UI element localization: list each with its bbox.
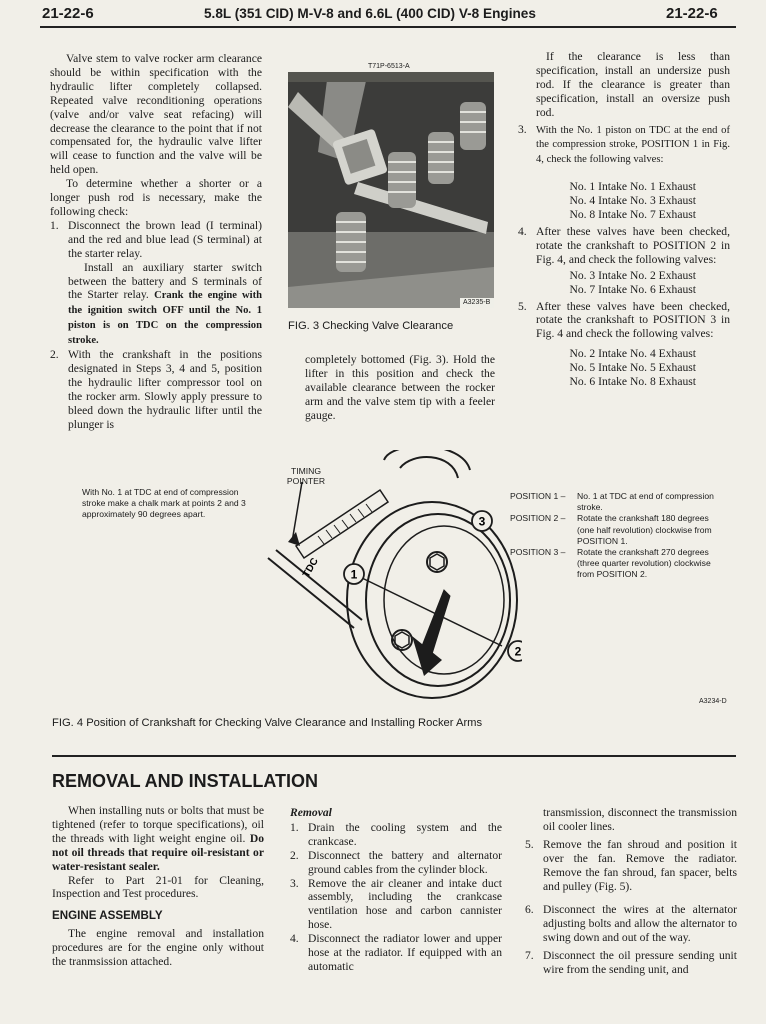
position-3 — [510, 547, 724, 581]
step-1-sub — [68, 261, 262, 348]
timing-scale — [296, 490, 388, 558]
col1-top-text — [50, 52, 262, 431]
step-1 — [50, 219, 262, 348]
page-number-right: 21-22-6 — [666, 5, 718, 22]
position-label: POSITION 2 – — [510, 513, 566, 524]
fig3-part-number: T71P-6513-A — [368, 63, 410, 70]
intro-paragraph: Valve stem to valve rocker arm clearance should be within specification with the hydraulic lifter completely collapsed. Repeated valve reconditioning operations (valve and/or valve seat refacing) will decrease the clearance to the point that if not compensated for, the hydraulic valve lifter will cease to function and the valve will be held open. — [50, 52, 262, 177]
valve-line: No. 5 Intake No. 5 Exhaust — [569, 361, 696, 375]
timing-pointer-label: TIMING POINTER — [286, 466, 326, 486]
pointer-leader — [292, 482, 302, 542]
removal-steps-continued — [525, 838, 737, 977]
valve-clearance-photo — [288, 72, 494, 308]
fig3-caption: FIG. 3 Checking Valve Clearance — [288, 320, 454, 332]
step-text: Disconnect the wires at the alternator adjusting bolts and allow the alternator to swing down and out of the way. — [543, 903, 737, 945]
step-number: 3. — [290, 876, 299, 890]
svg-text:1: 1 — [350, 567, 358, 582]
step-number: 6. — [525, 903, 534, 917]
removal-step — [525, 903, 737, 945]
header-rule — [40, 26, 736, 28]
svg-text:3: 3 — [478, 514, 486, 529]
fig4-caption: FIG. 4 Position of Crankshaft for Checking Valve Clearance and Installing Rocker Arms — [52, 717, 483, 729]
step-text: Disconnect the oil pressure sending unit wire from the sending unit, and — [543, 949, 737, 977]
removal-step — [290, 821, 502, 849]
step-number: 1. — [50, 218, 59, 232]
page-title: 5.8L (351 CID) M-V-8 and 6.6L (400 CID) V-8 Engines — [204, 6, 536, 21]
engine-assembly-paragraph: The engine removal and installation procedures are for the engine only without the tranmsission attached. — [52, 927, 264, 969]
step-number: 4. — [290, 932, 299, 946]
removal-step — [290, 849, 502, 877]
step-text: After these valves have been checked, rotate the crankshaft to POSITION 2 in Fig. 4, and check the following valves: — [536, 224, 730, 266]
push-rod-paragraph: If the clearance is less than specification, install an undersize push rod. If the clearance is greater than specification, install an oversize push rod. — [536, 50, 730, 119]
valve-line: No. 4 Intake No. 3 Exhaust — [569, 194, 696, 208]
position-label: POSITION 3 – — [510, 547, 566, 558]
position-text: Rotate the crankshaft 180 degrees (one half revolution) clockwise from POSITION 1. — [577, 513, 712, 546]
transmission-continuation: transmission, disconnect the transmission oil cooler lines. — [543, 806, 737, 833]
step-1-sub-warning: Crank the engine with the ignition switch OFF until the No. 1 piston is on TDC on the compression stroke. — [68, 290, 262, 347]
position-text: No. 1 at TDC at end of compression stroke. — [577, 491, 714, 513]
section-heading: REMOVAL AND INSTALLATION — [52, 771, 318, 791]
step-text: Disconnect the battery and alternator ground cables from the cylinder block. — [308, 848, 502, 876]
step-3-valves — [536, 180, 730, 222]
step-text: Remove the fan shroud and position it over the fan. Remove the radiator. Remove the fan shroud, fan spacer, belts and pulley (Fig. 5). — [543, 837, 737, 893]
removal-step — [290, 877, 502, 933]
step-text: Disconnect the brown lead (I terminal) and the red and blue lead (S terminal) at the starter relay. — [68, 218, 262, 260]
valve-steps — [518, 123, 730, 389]
rotation-arrow — [422, 590, 450, 654]
step-number: 5. — [525, 837, 534, 851]
col1-bottom-text — [52, 804, 264, 969]
torque-warning: Do not oil threads that require oil-resistant or water-resistant sealer. — [52, 831, 264, 873]
valve-line: No. 2 Intake No. 4 Exhaust — [569, 347, 696, 361]
valve-line: No. 6 Intake No. 8 Exhaust — [569, 375, 696, 389]
position-text: Rotate the crankshaft 270 degrees (three quarter revolution) clockwise from POSITION 2. — [577, 547, 711, 580]
step-number: 2. — [50, 348, 59, 362]
refer-paragraph: Refer to Part 21-01 for Cleaning, Inspection and Test procedures. — [52, 873, 264, 901]
mark-3 — [472, 511, 492, 531]
step-1-sub-plain: Install an auxiliary starter switch between the battery and S terminals of the Starter relay. — [68, 260, 262, 302]
col2-bottom-text — [290, 806, 502, 974]
torque-paragraph — [52, 804, 264, 874]
removal-heading: Removal — [290, 806, 332, 819]
valve-line: No. 7 Intake No. 6 Exhaust — [569, 282, 696, 296]
removal-steps — [290, 821, 502, 974]
svg-text:2: 2 — [514, 644, 522, 659]
fig3-photo-code: A3235-B — [463, 299, 491, 306]
check-steps — [50, 219, 262, 432]
step-text: Remove the air cleaner and intake duct assembly, including the crankcase ventilation hose and carbon cannister hose. — [308, 876, 502, 932]
step-text: Disconnect the radiator lower and upper hose at the radiator. If equipped with an automatic — [308, 932, 502, 973]
section-rule — [52, 755, 736, 757]
removal-step — [525, 838, 737, 894]
step-4-valves — [536, 269, 730, 297]
col3-top-text — [518, 50, 730, 389]
torque-plain: When installing nuts or bolts that must be tightened (refer to torque specifications), oil the threads with light weight engine oil. — [52, 804, 264, 845]
crankshaft-pulley-diagram — [262, 450, 522, 700]
valve-line: No. 1 Intake No. 1 Exhaust — [569, 180, 696, 194]
col3-bottom-text — [525, 806, 737, 977]
step-number: 1. — [290, 820, 299, 834]
step-5-valves — [536, 347, 730, 389]
removal-step — [525, 949, 737, 977]
check-paragraph: To determine whether a shorter or a longer push rod is necessary, make the following check: — [50, 177, 262, 218]
step-text: After these valves have been checked, rotate the crankshaft to POSITION 3 in Fig. 4 and check the following valves: — [536, 299, 730, 341]
step-2 — [50, 348, 262, 431]
tdc-label: TDC — [301, 556, 321, 580]
belt-arc-inner — [400, 457, 458, 478]
step-number: 7. — [525, 949, 534, 963]
mark-2 — [508, 641, 522, 661]
step-5 — [518, 300, 730, 389]
valve-line: No. 8 Intake No. 7 Exhaust — [569, 208, 696, 222]
step-4 — [518, 225, 730, 297]
fig4-left-note: With No. 1 at TDC at end of compression stroke make a chalk mark at points 2 and 3 approximately 90 degrees apart. — [82, 487, 246, 519]
page-number-left: 21-22-6 — [42, 5, 94, 22]
mark-1 — [344, 564, 364, 584]
position-2 — [510, 513, 724, 547]
fig3-photo — [288, 72, 494, 308]
step-number: 3. — [518, 122, 527, 136]
step-number: 4. — [518, 224, 527, 238]
engine-assembly-heading: ENGINE ASSEMBLY — [52, 909, 163, 923]
step-text: With the No. 1 piston on TDC at the end of the compression stroke, POSITION 1 in Fig. 4, check the following valves: — [536, 124, 730, 166]
position-label: POSITION 1 – — [510, 491, 566, 501]
step-3 — [518, 123, 730, 222]
valve-line: No. 3 Intake No. 2 Exhaust — [569, 268, 696, 282]
belt-arc — [384, 450, 470, 470]
position-1 — [510, 491, 724, 513]
col2-top-text — [305, 353, 495, 423]
fig4-code: A3234-D — [699, 698, 727, 705]
step-number: 5. — [518, 299, 527, 313]
removal-step — [290, 932, 502, 974]
hold-lifter-paragraph: completely bottomed (Fig. 3). Hold the lifter in this position and check the available clearance between the rocker arm and the valve stem tip with a feeler gauge. — [305, 353, 495, 422]
step-text: With the crankshaft in the positions designated in Steps 3, 4 and 5, position the hydraulic lifter compressor tool on the rocker arm. Slowly apply pressure to bleed down the hydraulic lifter until the plunger is — [68, 348, 262, 431]
step-number: 2. — [290, 848, 299, 862]
position-legend — [510, 491, 724, 581]
step-text: Drain the cooling system and the crankcase. — [308, 820, 502, 848]
